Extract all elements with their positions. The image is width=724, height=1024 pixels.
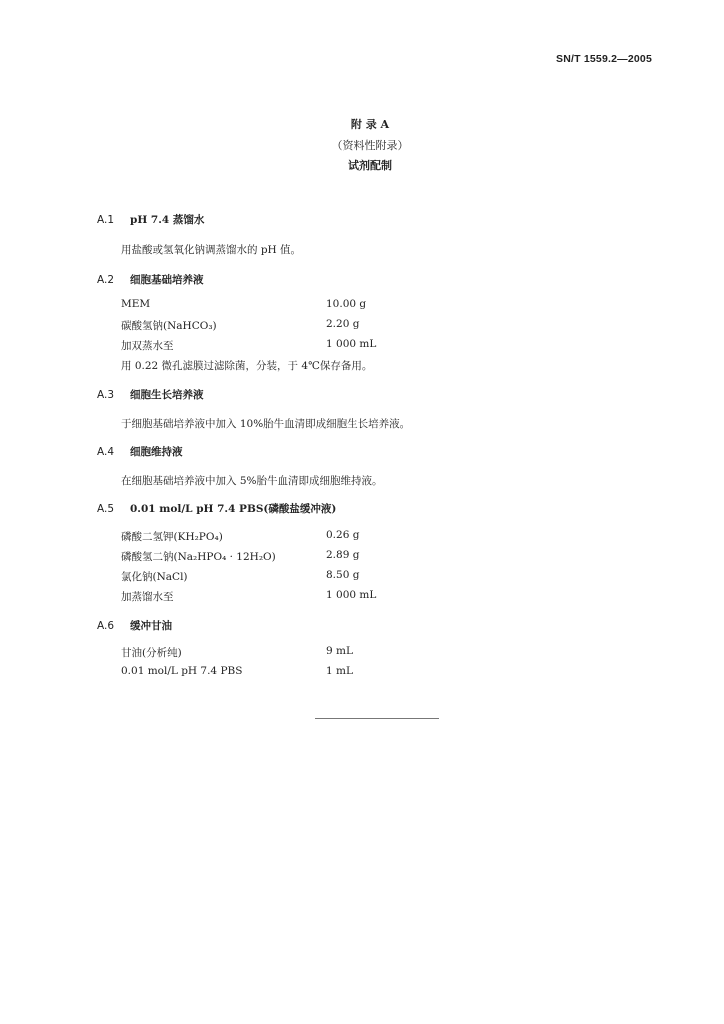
reagent-value: 1 mL [326, 665, 353, 677]
reagent-row [121, 318, 421, 334]
reagent-value: 9 mL [326, 645, 353, 657]
reagent-row [121, 298, 421, 314]
section-title: 0.01 mol/L pH 7.4 PBS(磷酸盐缓冲液) [130, 503, 337, 515]
section-text-a1: 用盐酸或氢氧化钠调蒸馏水的 pH 值。 [121, 244, 302, 256]
section-title: pH 7.4 蒸馏水 [130, 214, 205, 226]
reagent-label: MEM [121, 298, 151, 310]
section-number: A.3 [97, 389, 115, 401]
section-title: 细胞基础培养液 [130, 274, 204, 286]
section-title: 缓冲甘油 [130, 620, 172, 632]
reagent-value: 2.20 g [326, 318, 360, 330]
section-text-a3: 于细胞基础培养液中加入 10%胎牛血清即成细胞生长培养液。 [121, 418, 411, 430]
section-heading-a3 [97, 387, 204, 402]
document-code: SN/T 1559.2—2005 [556, 53, 653, 65]
appendix-title: 附 录 A [350, 118, 390, 131]
reagent-value: 1 000 mL [326, 589, 377, 601]
section-heading-a5 [97, 501, 336, 516]
reagent-row [121, 665, 421, 681]
reagent-row [121, 569, 421, 585]
section-number: A.4 [97, 446, 115, 458]
reagent-row [121, 529, 421, 545]
section-number: A.5 [97, 503, 115, 515]
reagent-label: 碳酸氢钠(NaHCO₃) [121, 320, 217, 332]
section-note-a2: 用 0.22 微孔滤膜过滤除菌，分装，于 4℃保存备用。 [121, 360, 373, 372]
reagent-label: 甘油(分析纯) [121, 647, 182, 659]
section-number: A.2 [97, 274, 115, 286]
section-heading-a1 [97, 212, 204, 227]
section-text-a4: 在细胞基础培养液中加入 5%胎牛血清即成细胞维持液。 [121, 475, 383, 487]
reagent-row [121, 549, 421, 565]
section-number: A.6 [97, 620, 115, 632]
section-title: 细胞维持液 [130, 446, 183, 458]
reagent-value: 10.00 g [326, 298, 367, 310]
reagent-label: 0.01 mol/L pH 7.4 PBS [121, 665, 243, 677]
reagent-row [121, 338, 421, 354]
reagent-row [121, 645, 421, 661]
reagent-label: 加蒸馏水至 [121, 591, 174, 603]
reagent-label: 加双蒸水至 [121, 340, 174, 352]
end-of-document-rule [315, 718, 439, 719]
reagent-value: 8.50 g [326, 569, 360, 581]
appendix-name: 试剂配制 [348, 159, 392, 172]
section-title: 细胞生长培养液 [130, 389, 204, 401]
reagent-row [121, 589, 421, 605]
reagent-label: 磷酸氢二钠(Na₂HPO₄ · 12H₂O) [121, 551, 276, 563]
reagent-value: 2.89 g [326, 549, 360, 561]
reagent-value: 0.26 g [326, 529, 360, 541]
appendix-subtitle: （资料性附录） [331, 139, 409, 152]
reagent-label: 氯化钠(NaCl) [121, 571, 188, 583]
section-heading-a2 [97, 272, 204, 287]
section-heading-a4 [97, 444, 183, 459]
section-heading-a6 [97, 618, 172, 633]
section-number: A.1 [97, 214, 115, 226]
reagent-label: 磷酸二氢钾(KH₂PO₄) [121, 531, 223, 543]
reagent-value: 1 000 mL [326, 338, 377, 350]
